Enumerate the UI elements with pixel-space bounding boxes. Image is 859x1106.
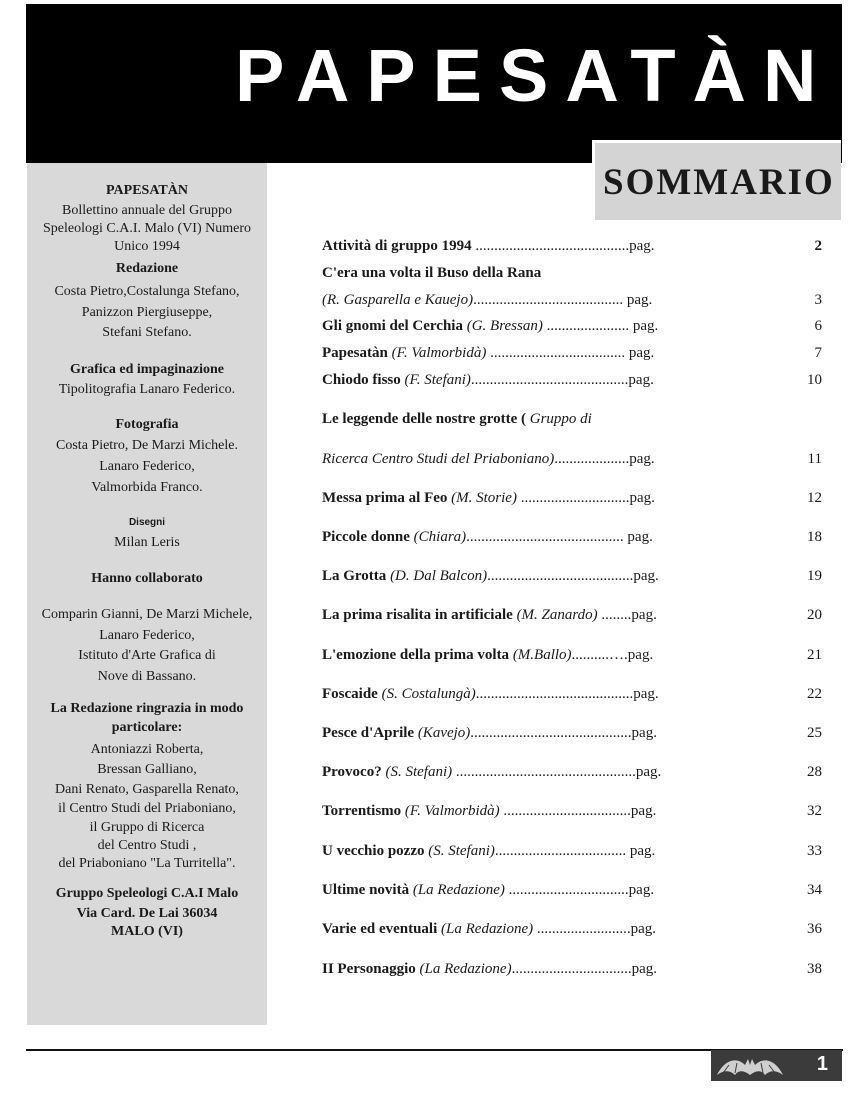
sidebar-line: Panizzon Piergiuseppe, xyxy=(81,305,213,320)
toc-leader: ....................pag. xyxy=(554,451,655,467)
toc-entry xyxy=(322,880,822,900)
toc-author: (F. Stefani) xyxy=(404,372,471,388)
sommario-heading: SOMMARIO xyxy=(603,162,835,203)
sidebar-line: Tipolitografia Lanaro Federico. xyxy=(58,382,236,397)
toc-page-number: 20 xyxy=(807,607,822,623)
toc-entry xyxy=(322,290,822,310)
toc-author: (La Redazione) xyxy=(441,921,534,937)
toc-title: II Personaggio xyxy=(322,961,420,977)
sidebar-line: Hanno collaborato xyxy=(91,571,203,586)
toc-author: (F. Valmorbidà) xyxy=(404,803,500,819)
toc-leader: .......................................pag. xyxy=(487,568,659,584)
toc-entry xyxy=(322,409,822,429)
toc-title: Torrentismo xyxy=(322,803,405,819)
toc-page-number: 22 xyxy=(807,686,822,702)
sidebar-line: il Centro Studi del Priaboniano, xyxy=(58,801,236,816)
toc-title: La prima risalita in artificiale xyxy=(322,607,517,623)
toc-entry xyxy=(322,566,822,586)
sidebar-line: Nove di Bassano. xyxy=(97,669,197,684)
toc-entry xyxy=(322,684,822,704)
toc-page-number: 2 xyxy=(814,238,822,254)
sidebar-line: del Priaboniano "La Turritella". xyxy=(58,856,236,871)
credits-sidebar xyxy=(27,163,267,1025)
toc-leader: ..........................................pag. xyxy=(470,372,654,388)
toc-page-number: 18 xyxy=(807,529,822,545)
toc-page-number: 34 xyxy=(807,882,822,898)
sidebar-line: Disegni xyxy=(128,517,166,528)
toc-page-number: 38 xyxy=(807,961,822,977)
toc-entry xyxy=(322,959,822,979)
sidebar-line: Bressan Galliano, xyxy=(97,762,197,777)
toc-leader: ........................................ pag. xyxy=(473,292,653,308)
toc-leader: .........................................pag. xyxy=(471,238,655,254)
toc-author: (M. Zanardo) xyxy=(516,607,598,623)
toc-leader: ...........................................pag. xyxy=(470,725,657,741)
toc-page-number: 28 xyxy=(807,764,822,780)
toc-entry xyxy=(322,801,822,821)
sidebar-line: Bollettino annuale del Gruppo xyxy=(62,203,232,218)
toc-page-number: 11 xyxy=(807,451,822,467)
toc-author: (R. Gasparella e Kauejo) xyxy=(322,292,474,308)
sidebar-line: Fotografia xyxy=(115,417,179,432)
toc-page-number: 10 xyxy=(807,372,822,388)
toc-leader: ................................... pag. xyxy=(494,843,656,859)
toc-title: Le leggende delle nostre grotte ( xyxy=(322,411,530,427)
sidebar-line: Via Card. De Lai 36034 xyxy=(76,906,218,921)
sidebar-line: PAPESATÀN xyxy=(106,183,188,198)
toc-author: Ricerca Centro Studi del Priaboniano) xyxy=(322,451,555,467)
toc-page-number: 36 xyxy=(807,921,822,937)
toc-leader: ................................pag. xyxy=(511,961,657,977)
toc-entry xyxy=(322,316,822,336)
toc-page-number: 7 xyxy=(814,345,822,361)
toc-title: Pesce d'Aprile xyxy=(322,725,418,741)
sidebar-line: Gruppo Speleologi C.A.I Malo xyxy=(55,886,239,901)
toc-author: (S. Stefani) xyxy=(385,764,453,780)
toc-author: (La Redazione) xyxy=(412,882,505,898)
toc-author: (S. Costalungà) xyxy=(381,686,476,702)
sidebar-line: Istituto d'Arte Grafica di xyxy=(78,648,216,663)
toc-entry xyxy=(322,449,822,469)
sidebar-line: Comparin Gianni, De Marzi Michele, xyxy=(41,607,253,622)
sommario-box xyxy=(592,140,841,220)
sidebar-line: Costa Pietro,Costalunga Stefano, xyxy=(54,284,240,299)
toc-leader: .........................pag. xyxy=(533,921,657,937)
toc-title: Foscaide xyxy=(322,686,382,702)
toc-title: Chiodo fisso xyxy=(322,372,405,388)
toc-author: (M.Ballo) xyxy=(512,647,572,663)
toc-page-number: 12 xyxy=(807,490,822,506)
toc-title: Piccole donne xyxy=(322,529,414,545)
toc-page-number: 32 xyxy=(807,803,822,819)
toc-leader: ................................pag. xyxy=(504,882,655,898)
toc-leader: .................................... pag. xyxy=(486,345,655,361)
toc-author: Gruppo di xyxy=(529,411,592,427)
page-number: 1 xyxy=(816,1053,828,1075)
toc-author: (G. Bressan) xyxy=(466,318,543,334)
sidebar-line: Lanaro Federico, xyxy=(99,628,195,643)
toc-title: Varie ed eventuali xyxy=(322,921,442,937)
toc-leader: ...................... pag. xyxy=(542,318,659,334)
toc-leader: ........pag. xyxy=(597,607,657,623)
sidebar-line: MALO (VI) xyxy=(111,924,183,939)
toc-author: (D. Dal Balcon) xyxy=(390,568,488,584)
toc-leader: ..........................................pag. xyxy=(475,686,659,702)
toc-title: Attività di gruppo 1994 xyxy=(322,238,472,254)
sidebar-line: Speleologi C.A.I. Malo (VI) Numero xyxy=(42,221,252,236)
toc-entry xyxy=(322,841,822,861)
sidebar-line: il Gruppo di Ricerca xyxy=(89,820,205,835)
magazine-title: PAPESATÀN xyxy=(235,34,834,117)
toc-entry xyxy=(322,605,822,625)
toc-entry xyxy=(322,645,822,665)
toc-leader: .......................................... pag. xyxy=(466,529,653,545)
toc-author: (Kavejo) xyxy=(417,725,471,741)
toc-leader: .............................pag. xyxy=(516,490,655,506)
toc-title: Ultime novità xyxy=(322,882,413,898)
bat-logo-icon xyxy=(715,1053,785,1079)
toc-page-number: 19 xyxy=(807,568,822,584)
footer-page-box xyxy=(711,1050,842,1081)
sidebar-line: Lanaro Federico, xyxy=(99,459,195,474)
sidebar-line: Stefani Stefano. xyxy=(102,325,192,340)
toc-title: Gli gnomi del Cerchia xyxy=(322,318,467,334)
sidebar-line: particolare: xyxy=(111,720,183,735)
toc-title: Provoco? xyxy=(322,764,386,780)
sidebar-line: Redazione xyxy=(115,261,179,276)
toc-entry xyxy=(322,488,822,508)
toc-title: L'emozione della prima volta xyxy=(322,647,513,663)
sidebar-line: Milan Leris xyxy=(114,535,180,550)
toc-entry xyxy=(322,263,822,283)
sidebar-line: Costa Pietro, De Marzi Michele. xyxy=(56,438,238,453)
toc-entry xyxy=(322,762,822,782)
toc-title: La Grotta xyxy=(322,568,391,584)
toc-author: (Chiara) xyxy=(413,529,467,545)
toc-entry xyxy=(322,343,822,363)
toc-title: U vecchio pozzo xyxy=(322,843,429,859)
toc-page-number: 21 xyxy=(807,647,822,663)
toc-author: (M. Storie) xyxy=(451,490,517,506)
toc-author: (La Redazione) xyxy=(419,961,512,977)
toc-entry xyxy=(322,723,822,743)
toc-author: (F. Valmorbidà) xyxy=(391,345,487,361)
toc-leader: ................................................pag. xyxy=(452,764,662,780)
toc-title: Papesatàn xyxy=(322,345,392,361)
toc-entry xyxy=(322,919,822,939)
toc-page-number: 6 xyxy=(814,318,822,334)
toc-leader: ..................................pag. xyxy=(499,803,657,819)
sidebar-line: Valmorbida Franco. xyxy=(91,480,203,495)
toc-title: Messa prima al Feo xyxy=(322,490,452,506)
toc-leader: ..........….pag. xyxy=(571,647,654,663)
toc-page-number: 25 xyxy=(807,725,822,741)
toc-entry xyxy=(322,527,822,547)
toc-author: (S. Stefani) xyxy=(428,843,495,859)
toc-title: C'era una volta il Buso della Rana xyxy=(322,265,542,281)
sidebar-line: Antoniazzi Roberta, xyxy=(90,742,204,757)
sidebar-line: del Centro Studi , xyxy=(97,838,197,853)
sidebar-line: Dani Renato, Gasparella Renato, xyxy=(55,782,239,797)
toc-page-number: 3 xyxy=(814,292,822,308)
toc-page-number: 33 xyxy=(807,843,822,859)
toc-entry xyxy=(322,370,822,390)
sidebar-line: La Redazione ringrazia in modo xyxy=(50,701,244,716)
sidebar-line: Unico 1994 xyxy=(114,239,180,254)
sidebar-line: Grafica ed impaginazione xyxy=(70,362,224,377)
toc-entry xyxy=(322,236,822,256)
